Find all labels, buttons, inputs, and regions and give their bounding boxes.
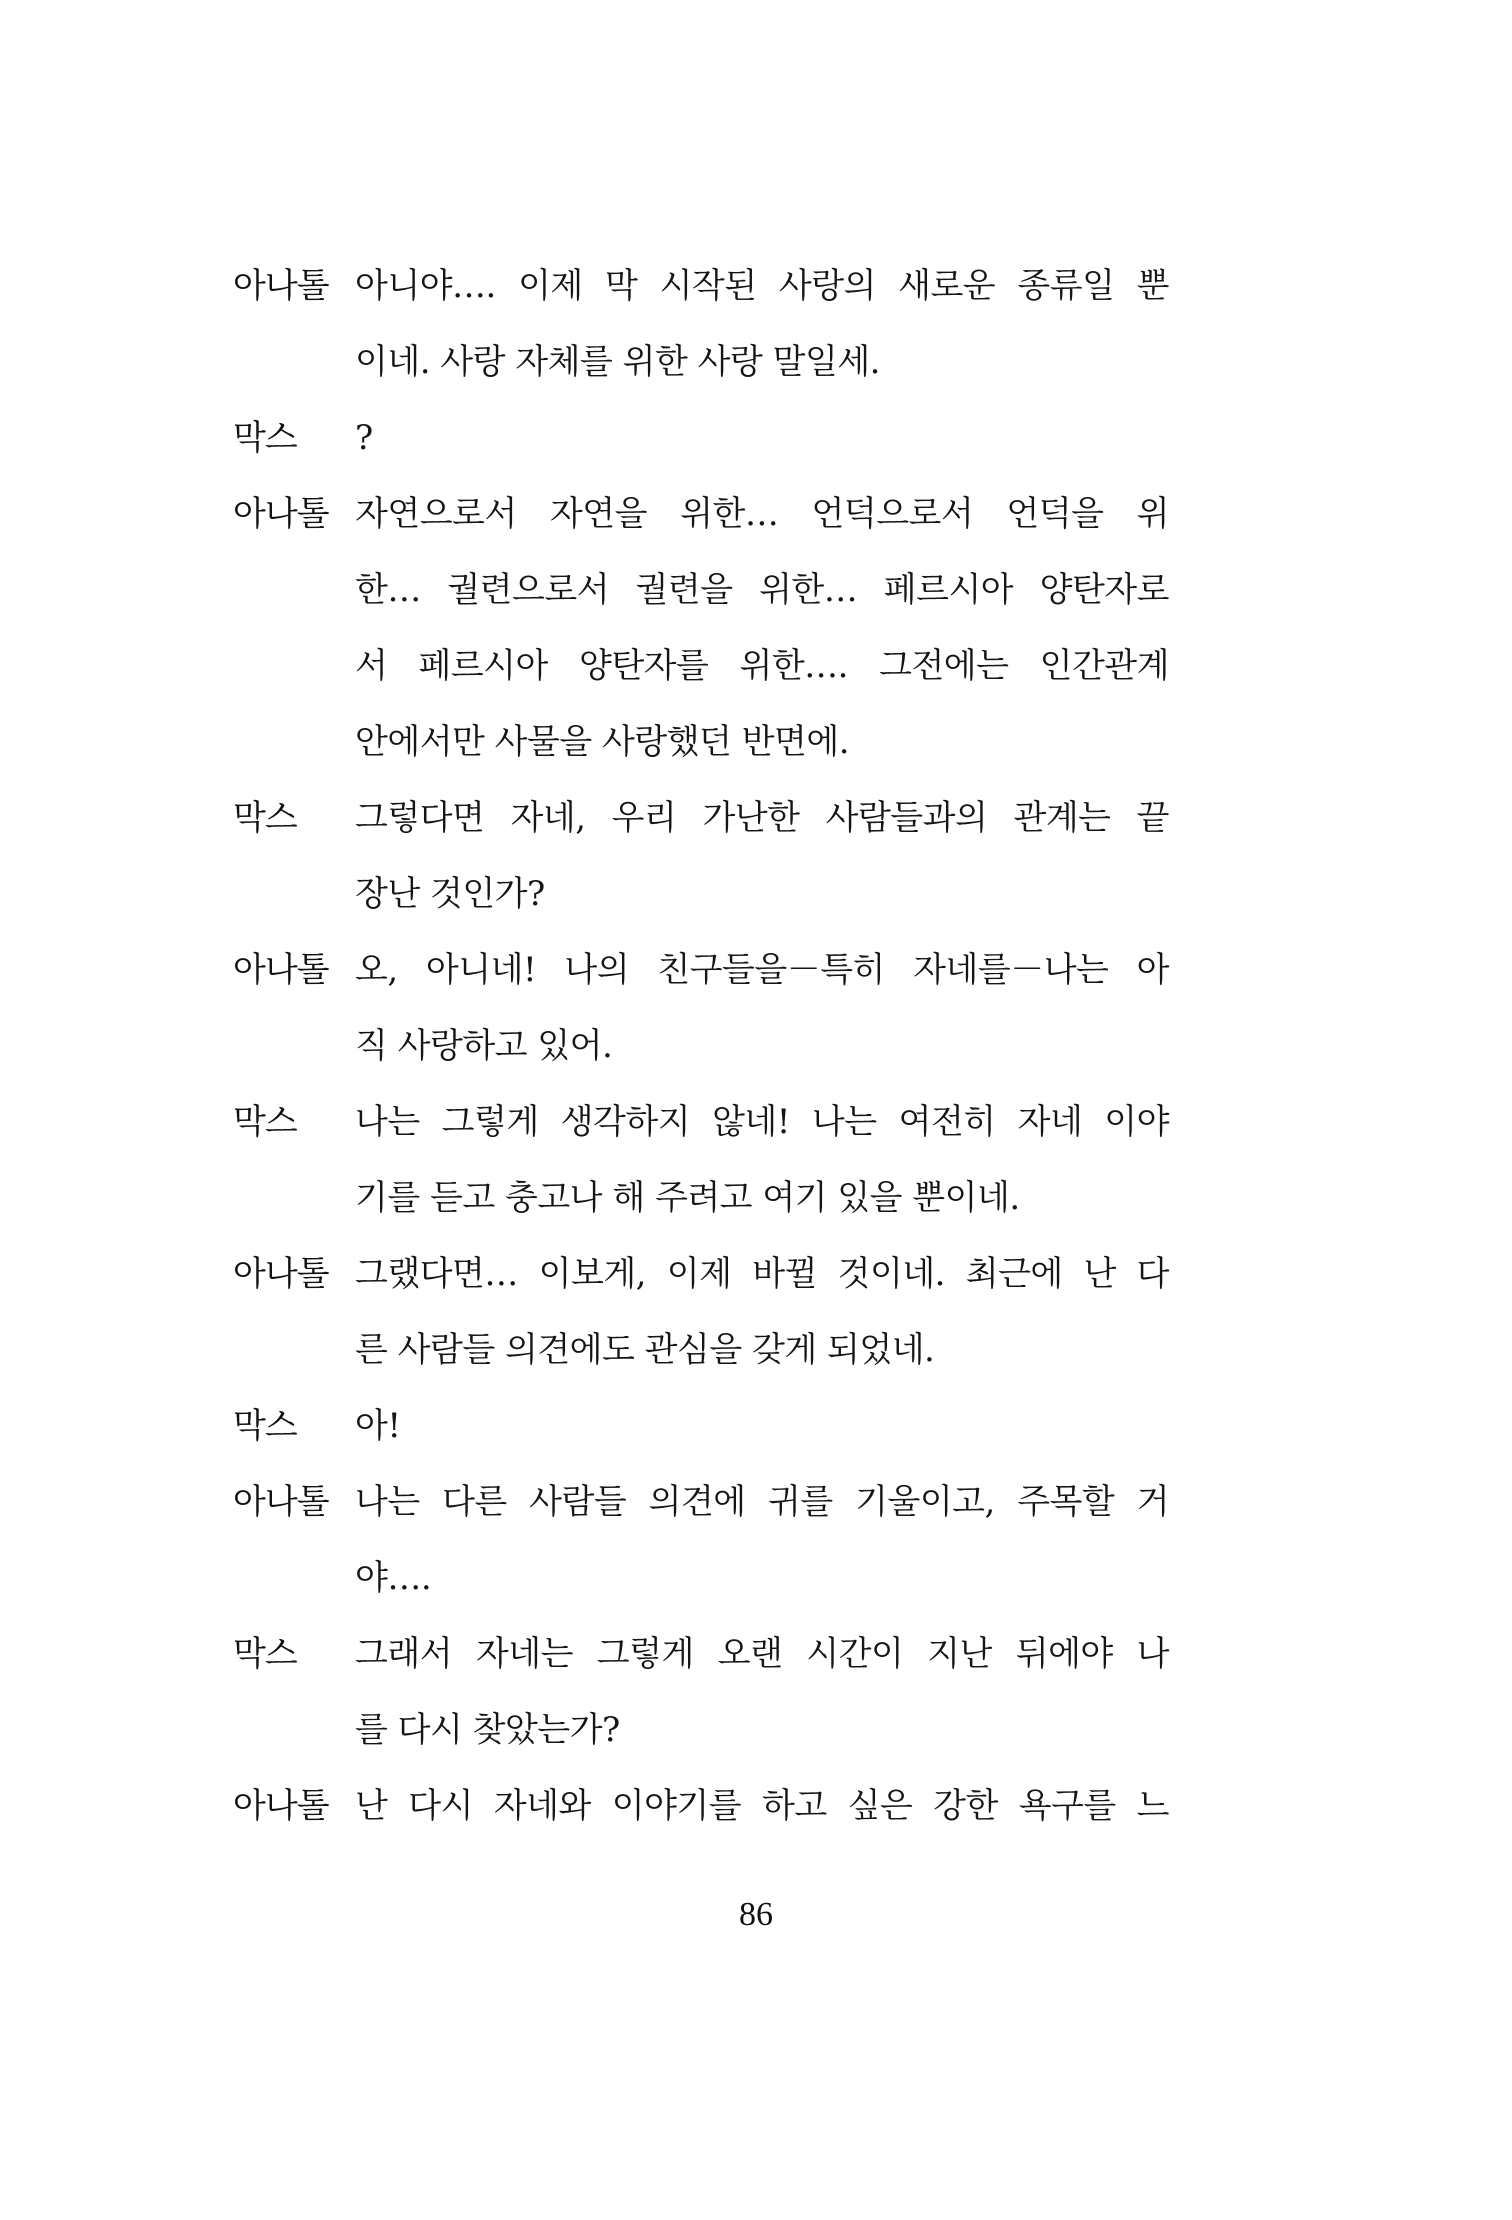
- dialogue-entry: [233, 1464, 1233, 1616]
- dialogue-line: 아!: [355, 1406, 401, 1446]
- dialogue-line: 그래서 자네는 그렇게 오랜 시간이 지난 뒤에야 나: [355, 1634, 1169, 1674]
- speaker-name: 아나톨: [233, 1482, 329, 1522]
- speaker-name: 막스: [233, 418, 297, 458]
- dialogue-line: 서 페르시아 양탄자를 위한…. 그전에는 인간관계: [355, 646, 1169, 686]
- dialogue-text: [355, 932, 1233, 1084]
- dialogue-entry: [233, 248, 1233, 400]
- dialogue-text: [355, 780, 1233, 932]
- speaker-name: 아나톨: [233, 494, 329, 534]
- dialogue-entry: [233, 1388, 1233, 1464]
- dialogue-line: 직 사랑하고 있어.: [355, 1026, 613, 1066]
- dialogue-line: 그랬다면… 이보게, 이제 바뀔 것이네. 최근에 난 다: [355, 1254, 1169, 1294]
- speaker-name: 아나톨: [233, 266, 329, 306]
- dialogue-entry: [233, 476, 1233, 780]
- dialogue-line: ?: [355, 418, 373, 458]
- dialogue-line: 안에서만 사물을 사랑했던 반면에.: [355, 722, 850, 762]
- dialogue-entry: [233, 1236, 1233, 1388]
- speaker-name: 아나톨: [233, 1786, 329, 1826]
- dialogue-line: 른 사람들 의견에도 관심을 갖게 되었네.: [355, 1330, 935, 1370]
- page-number: 86: [739, 1896, 773, 1933]
- speaker-name: 막스: [233, 798, 297, 838]
- speaker-name: 막스: [233, 1102, 297, 1142]
- dialogue-entry: [233, 1084, 1233, 1236]
- speaker-name: 막스: [233, 1634, 297, 1674]
- dialogue-line: 나는 다른 사람들 의견에 귀를 기울이고, 주목할 거: [355, 1482, 1169, 1522]
- speaker-name: 아나톨: [233, 1254, 329, 1294]
- dialogue-text: [355, 1084, 1233, 1236]
- dialogue-line: 자연으로서 자연을 위한… 언덕으로서 언덕을 위: [355, 494, 1169, 534]
- dialogue-line: 나는 그렇게 생각하지 않네! 나는 여전히 자네 이야: [355, 1102, 1169, 1142]
- dialogue-text: [355, 1464, 1233, 1616]
- dialogue-line: 이네. 사랑 자체를 위한 사랑 말일세.: [355, 342, 880, 382]
- dialogue-entry: [233, 400, 1233, 476]
- dialogue-text: [355, 1768, 1233, 1844]
- dialogue-line: 한… 궐련으로서 궐련을 위한… 페르시아 양탄자로: [355, 570, 1169, 610]
- dialogue-line: 난 다시 자네와 이야기를 하고 싶은 강한 욕구를 느: [355, 1786, 1169, 1826]
- dialogue-line: 를 다시 찾았는가?: [355, 1710, 620, 1750]
- dialogue-text: [355, 1236, 1233, 1388]
- dialogue-text: [355, 248, 1233, 400]
- speaker-name: 막스: [233, 1406, 297, 1446]
- dialogue-entry: [233, 932, 1233, 1084]
- dialogue-entry: [233, 1616, 1233, 1768]
- dialogue-text: [355, 476, 1233, 780]
- dialogue-line: 아니야…. 이제 막 시작된 사랑의 새로운 종류일 뿐: [355, 266, 1169, 306]
- dialogue-line: 야….: [355, 1558, 432, 1598]
- dialogue-script: [233, 248, 1233, 1844]
- speaker-name: 아나톨: [233, 950, 329, 990]
- dialogue-entry: [233, 1768, 1233, 1844]
- dialogue-line: 그렇다면 자네, 우리 가난한 사람들과의 관계는 끝: [355, 798, 1169, 838]
- dialogue-line: 기를 듣고 충고나 해 주려고 여기 있을 뿐이네.: [355, 1178, 1020, 1218]
- dialogue-text: [355, 1388, 1233, 1464]
- dialogue-line: 장난 것인가?: [355, 874, 545, 914]
- dialogue-entry: [233, 780, 1233, 932]
- dialogue-text: [355, 400, 1233, 476]
- dialogue-text: [355, 1616, 1233, 1768]
- dialogue-line: 오, 아니네! 나의 친구들을－특히 자네를－나는 아: [355, 950, 1169, 990]
